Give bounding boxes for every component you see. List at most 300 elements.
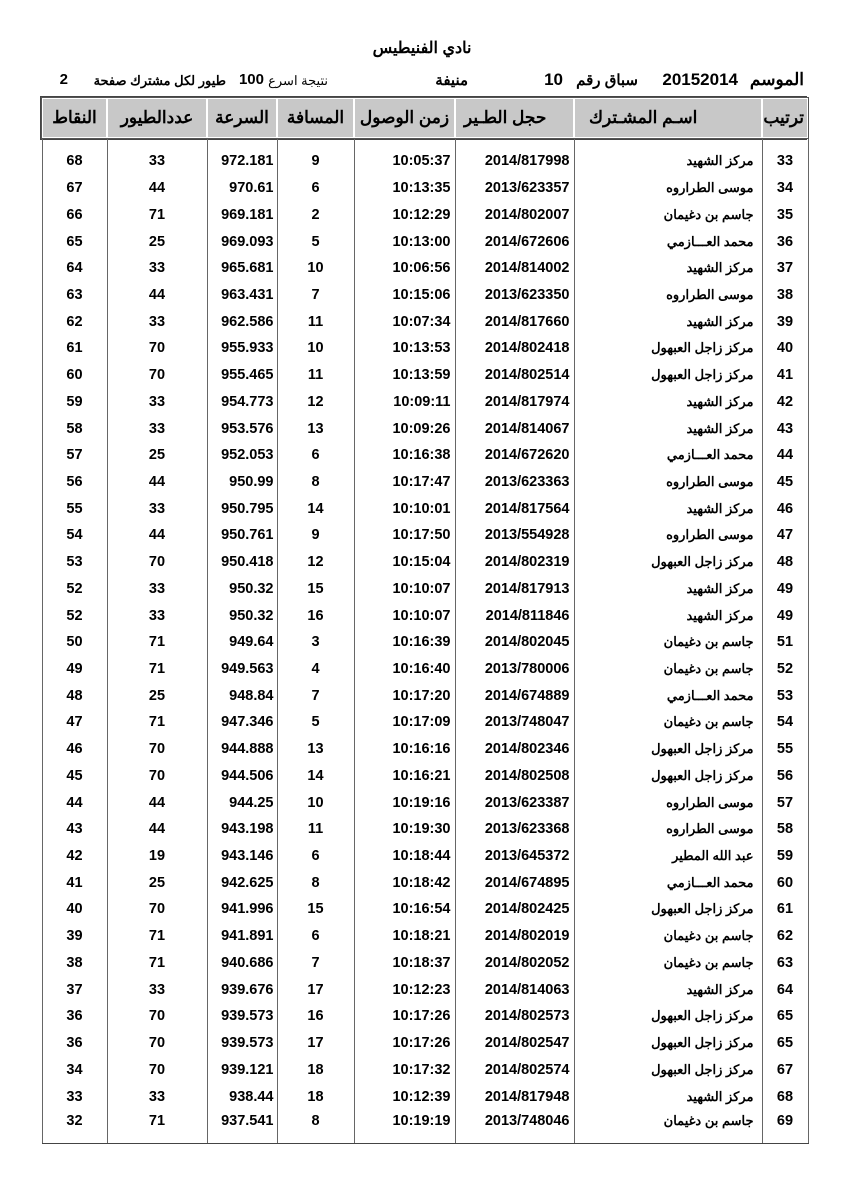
arrival-time-cell: 10:05:37 [354, 138, 455, 175]
points-cell: 55 [42, 495, 107, 522]
distance-cell: 15 [277, 896, 354, 923]
table-row [42, 682, 808, 709]
rank-cell: 49 [762, 602, 808, 629]
table-header [42, 98, 808, 138]
arrival-time-cell: 10:17:50 [354, 522, 455, 549]
speed-cell: 949.563 [207, 656, 277, 683]
points-cell: 47 [42, 709, 107, 736]
ring-cell: 2014/817564 [455, 495, 574, 522]
rank-cell: 69 [762, 1110, 808, 1144]
speed-cell: 963.431 [207, 282, 277, 309]
arrival-time-cell: 10:15:04 [354, 549, 455, 576]
ring-cell: 2014/672620 [455, 442, 574, 469]
table-row [42, 201, 808, 228]
ring-cell: 2013/623350 [455, 282, 574, 309]
rank-cell: 41 [762, 362, 808, 389]
member-name-cell: مركز الشهيد [574, 602, 762, 629]
points-cell: 57 [42, 442, 107, 469]
race-info [44, 70, 804, 92]
distance-cell: 11 [277, 308, 354, 335]
season-label: الموسم [749, 70, 804, 89]
arrival-time-cell: 10:17:09 [354, 709, 455, 736]
member-name-cell: موسى الطراروه [574, 469, 762, 496]
birds-count-cell: 71 [107, 709, 207, 736]
member-name-cell: محمد العـــازمي [574, 682, 762, 709]
member-name-cell: مركز زاجل العبهول [574, 1056, 762, 1083]
race-value: 10 [544, 70, 563, 89]
birds-count-cell: 70 [107, 1030, 207, 1057]
points-cell: 60 [42, 362, 107, 389]
table-row [42, 736, 808, 763]
points-cell: 36 [42, 1003, 107, 1030]
arrival-time-cell: 10:12:29 [354, 201, 455, 228]
points-cell: 44 [42, 789, 107, 816]
ring-cell: 2013/748047 [455, 709, 574, 736]
birds-count-cell: 70 [107, 763, 207, 790]
member-name-cell: جاسم بن دغيمان [574, 201, 762, 228]
ring-cell: 2014/817998 [455, 138, 574, 175]
ring-cell: 2014/802508 [455, 763, 574, 790]
table-row [42, 442, 808, 469]
table-row [42, 282, 808, 309]
speed-cell: 969.181 [207, 201, 277, 228]
distance-cell: 3 [277, 629, 354, 656]
ring-cell: 2014/802425 [455, 896, 574, 923]
speed-cell: 939.121 [207, 1056, 277, 1083]
table-row [42, 656, 808, 683]
rank-cell: 59 [762, 843, 808, 870]
member-name-cell: مركز الشهيد [574, 576, 762, 603]
birds-count-cell: 25 [107, 682, 207, 709]
speed-cell: 948.84 [207, 682, 277, 709]
points-cell: 62 [42, 308, 107, 335]
result-label: نتيجة اسرع [268, 73, 328, 88]
table-row [42, 138, 808, 175]
arrival-time-cell: 10:16:16 [354, 736, 455, 763]
arrival-time-cell: 10:06:56 [354, 255, 455, 282]
member-name-cell: جاسم بن دغيمان [574, 629, 762, 656]
table-row [42, 709, 808, 736]
location: منيفة [435, 72, 468, 89]
birds-count-cell: 19 [107, 843, 207, 870]
distance-cell: 12 [277, 388, 354, 415]
speed-cell: 938.44 [207, 1083, 277, 1110]
member-name-cell: مركز زاجل العبهول [574, 549, 762, 576]
birds-count-cell: 70 [107, 549, 207, 576]
birds-count-cell: 25 [107, 228, 207, 255]
rank-cell: 44 [762, 442, 808, 469]
member-name-cell: عبد الله المطير [574, 843, 762, 870]
arrival-time-cell: 10:09:11 [354, 388, 455, 415]
speed-cell: 950.32 [207, 602, 277, 629]
header-birds: عددالطيور [107, 98, 207, 138]
rank-cell: 65 [762, 1030, 808, 1057]
rank-cell: 43 [762, 415, 808, 442]
ring-cell: 2013/748046 [455, 1110, 574, 1144]
birds-count-cell: 44 [107, 282, 207, 309]
speed-cell: 949.64 [207, 629, 277, 656]
birds-count-cell: 70 [107, 335, 207, 362]
speed-cell: 937.541 [207, 1110, 277, 1144]
member-name-cell: مركز الشهيد [574, 388, 762, 415]
ring-cell: 2014/674895 [455, 869, 574, 896]
rank-cell: 48 [762, 549, 808, 576]
member-name-cell: مركز زاجل العبهول [574, 896, 762, 923]
rank-cell: 37 [762, 255, 808, 282]
birds-count-cell: 33 [107, 255, 207, 282]
distance-cell: 5 [277, 709, 354, 736]
ring-cell: 2014/802514 [455, 362, 574, 389]
ring-cell: 2013/623387 [455, 789, 574, 816]
race-label: سباق رقم [576, 72, 638, 89]
speed-cell: 941.996 [207, 896, 277, 923]
points-cell: 58 [42, 415, 107, 442]
arrival-time-cell: 10:16:39 [354, 629, 455, 656]
arrival-time-cell: 10:07:34 [354, 308, 455, 335]
table-row [42, 388, 808, 415]
speed-cell: 970.61 [207, 175, 277, 202]
ring-cell: 2014/672606 [455, 228, 574, 255]
header-rank: ترتيب [762, 98, 808, 138]
birds-count-cell: 33 [107, 976, 207, 1003]
speed-cell: 939.573 [207, 1003, 277, 1030]
speed-cell: 943.146 [207, 843, 277, 870]
per-member-label: طيور لكل مشترك صفحة [93, 73, 226, 88]
rank-cell: 40 [762, 335, 808, 362]
arrival-time-cell: 10:09:26 [354, 415, 455, 442]
arrival-time-cell: 10:12:39 [354, 1083, 455, 1110]
distance-cell: 13 [277, 415, 354, 442]
speed-cell: 962.586 [207, 308, 277, 335]
points-cell: 59 [42, 388, 107, 415]
distance-cell: 9 [277, 522, 354, 549]
header-points: النقاط [42, 98, 107, 138]
table-row [42, 950, 808, 977]
table-row [42, 602, 808, 629]
speed-cell: 947.346 [207, 709, 277, 736]
rank-cell: 38 [762, 282, 808, 309]
ring-cell: 2014/802418 [455, 335, 574, 362]
distance-cell: 9 [277, 138, 354, 175]
table-row [42, 816, 808, 843]
distance-cell: 16 [277, 602, 354, 629]
birds-count-cell: 33 [107, 138, 207, 175]
member-name-cell: موسى الطراروه [574, 175, 762, 202]
distance-cell: 18 [277, 1056, 354, 1083]
arrival-time-cell: 10:18:21 [354, 923, 455, 950]
rank-cell: 49 [762, 576, 808, 603]
ring-cell: 2013/623368 [455, 816, 574, 843]
distance-cell: 10 [277, 789, 354, 816]
speed-cell: 952.053 [207, 442, 277, 469]
rank-cell: 57 [762, 789, 808, 816]
points-cell: 42 [42, 843, 107, 870]
ring-cell: 2014/802319 [455, 549, 574, 576]
distance-cell: 11 [277, 816, 354, 843]
ring-cell: 2014/802045 [455, 629, 574, 656]
rank-cell: 58 [762, 816, 808, 843]
member-name-cell: مركز الشهيد [574, 1083, 762, 1110]
table-row [42, 576, 808, 603]
birds-count-cell: 33 [107, 495, 207, 522]
rank-cell: 52 [762, 656, 808, 683]
points-cell: 65 [42, 228, 107, 255]
speed-cell: 944.25 [207, 789, 277, 816]
arrival-time-cell: 10:17:32 [354, 1056, 455, 1083]
arrival-time-cell: 10:17:26 [354, 1003, 455, 1030]
speed-cell: 969.093 [207, 228, 277, 255]
rank-cell: 54 [762, 709, 808, 736]
table-row [42, 308, 808, 335]
header-name: اسـم المشـترك [574, 98, 762, 138]
arrival-time-cell: 10:19:16 [354, 789, 455, 816]
points-cell: 39 [42, 923, 107, 950]
points-cell: 33 [42, 1083, 107, 1110]
points-cell: 32 [42, 1110, 107, 1144]
ring-cell: 2014/802007 [455, 201, 574, 228]
speed-cell: 950.418 [207, 549, 277, 576]
member-name-cell: مركز الشهيد [574, 138, 762, 175]
rank-cell: 34 [762, 175, 808, 202]
birds-count-cell: 44 [107, 816, 207, 843]
points-cell: 36 [42, 1030, 107, 1057]
speed-cell: 950.32 [207, 576, 277, 603]
speed-cell: 955.933 [207, 335, 277, 362]
rank-cell: 36 [762, 228, 808, 255]
member-name-cell: مركز الشهيد [574, 255, 762, 282]
arrival-time-cell: 10:19:30 [354, 816, 455, 843]
distance-cell: 6 [277, 442, 354, 469]
distance-cell: 6 [277, 175, 354, 202]
distance-cell: 2 [277, 201, 354, 228]
table-row [42, 896, 808, 923]
table-row [42, 843, 808, 870]
rank-cell: 53 [762, 682, 808, 709]
result-value: 100 [238, 71, 264, 88]
member-name-cell: مركز زاجل العبهول [574, 362, 762, 389]
arrival-time-cell: 10:18:37 [354, 950, 455, 977]
birds-count-cell: 25 [107, 869, 207, 896]
ring-cell: 2014/802547 [455, 1030, 574, 1057]
speed-cell: 944.888 [207, 736, 277, 763]
points-cell: 38 [42, 950, 107, 977]
header-time: زمن الوصول [354, 98, 455, 138]
arrival-time-cell: 10:10:07 [354, 602, 455, 629]
points-cell: 37 [42, 976, 107, 1003]
arrival-time-cell: 10:15:06 [354, 282, 455, 309]
rank-cell: 51 [762, 629, 808, 656]
points-cell: 49 [42, 656, 107, 683]
table-row [42, 629, 808, 656]
table-row [42, 1110, 808, 1144]
ring-cell: 2013/623363 [455, 469, 574, 496]
arrival-time-cell: 10:13:53 [354, 335, 455, 362]
points-cell: 40 [42, 896, 107, 923]
ring-cell: 2014/802019 [455, 923, 574, 950]
birds-count-cell: 33 [107, 388, 207, 415]
speed-cell: 955.465 [207, 362, 277, 389]
rank-cell: 67 [762, 1056, 808, 1083]
rank-cell: 65 [762, 1003, 808, 1030]
distance-cell: 10 [277, 335, 354, 362]
rank-cell: 55 [762, 736, 808, 763]
birds-count-cell: 71 [107, 1110, 207, 1144]
member-name-cell: محمد العـــازمي [574, 442, 762, 469]
distance-cell: 17 [277, 1030, 354, 1057]
arrival-time-cell: 10:17:47 [354, 469, 455, 496]
rank-cell: 35 [762, 201, 808, 228]
table-row [42, 495, 808, 522]
points-cell: 64 [42, 255, 107, 282]
birds-count-cell: 44 [107, 469, 207, 496]
ring-cell: 2014/811846 [455, 602, 574, 629]
table-row [42, 175, 808, 202]
birds-count-cell: 25 [107, 442, 207, 469]
member-name-cell: مركز الشهيد [574, 308, 762, 335]
table-row [42, 763, 808, 790]
club-title [0, 38, 848, 58]
table-row [42, 1083, 808, 1110]
arrival-time-cell: 10:18:42 [354, 869, 455, 896]
table-row [42, 415, 808, 442]
member-name-cell: جاسم بن دغيمان [574, 950, 762, 977]
member-name-cell: مركز زاجل العبهول [574, 335, 762, 362]
speed-cell: 950.761 [207, 522, 277, 549]
table-row [42, 869, 808, 896]
arrival-time-cell: 10:10:07 [354, 576, 455, 603]
member-name-cell: مركز الشهيد [574, 415, 762, 442]
page-number: 2 [59, 71, 68, 88]
rank-cell: 46 [762, 495, 808, 522]
ring-cell: 2014/814067 [455, 415, 574, 442]
distance-cell: 7 [277, 282, 354, 309]
speed-cell: 939.676 [207, 976, 277, 1003]
points-cell: 63 [42, 282, 107, 309]
points-cell: 48 [42, 682, 107, 709]
header-ring: حجل الطـير [455, 98, 574, 138]
member-name-cell: موسى الطراروه [574, 789, 762, 816]
points-cell: 68 [42, 138, 107, 175]
birds-count-cell: 70 [107, 896, 207, 923]
ring-cell: 2013/645372 [455, 843, 574, 870]
speed-cell: 972.181 [207, 138, 277, 175]
speed-cell: 953.576 [207, 415, 277, 442]
season-value: 20152014 [662, 70, 738, 89]
table-row [42, 1030, 808, 1057]
distance-cell: 16 [277, 1003, 354, 1030]
arrival-time-cell: 10:13:00 [354, 228, 455, 255]
ring-cell: 2014/674889 [455, 682, 574, 709]
distance-cell: 14 [277, 763, 354, 790]
points-cell: 46 [42, 736, 107, 763]
table-row [42, 549, 808, 576]
points-cell: 43 [42, 816, 107, 843]
birds-count-cell: 33 [107, 1083, 207, 1110]
member-name-cell: مركز زاجل العبهول [574, 1030, 762, 1057]
distance-cell: 15 [277, 576, 354, 603]
ring-cell: 2014/802573 [455, 1003, 574, 1030]
arrival-time-cell: 10:13:35 [354, 175, 455, 202]
ring-cell: 2014/814063 [455, 976, 574, 1003]
arrival-time-cell: 10:12:23 [354, 976, 455, 1003]
ring-cell: 2013/780006 [455, 656, 574, 683]
birds-count-cell: 71 [107, 950, 207, 977]
member-name-cell: جاسم بن دغيمان [574, 656, 762, 683]
birds-count-cell: 44 [107, 789, 207, 816]
speed-cell: 954.773 [207, 388, 277, 415]
ring-cell: 2014/814002 [455, 255, 574, 282]
rank-cell: 64 [762, 976, 808, 1003]
table-row [42, 789, 808, 816]
ring-cell: 2013/554928 [455, 522, 574, 549]
table-row [42, 1003, 808, 1030]
points-cell: 53 [42, 549, 107, 576]
rank-cell: 60 [762, 869, 808, 896]
distance-cell: 6 [277, 843, 354, 870]
distance-cell: 5 [277, 228, 354, 255]
speed-cell: 965.681 [207, 255, 277, 282]
distance-cell: 17 [277, 976, 354, 1003]
birds-count-cell: 33 [107, 576, 207, 603]
distance-cell: 6 [277, 923, 354, 950]
birds-count-cell: 33 [107, 415, 207, 442]
ring-cell: 2014/817948 [455, 1083, 574, 1110]
distance-cell: 14 [277, 495, 354, 522]
member-name-cell: محمد العـــازمي [574, 228, 762, 255]
rank-cell: 61 [762, 896, 808, 923]
table-row [42, 335, 808, 362]
distance-cell: 13 [277, 736, 354, 763]
club-name: نادي الفنيطيس [372, 40, 472, 57]
table-row [42, 469, 808, 496]
table-row [42, 255, 808, 282]
member-name-cell: مركز الشهيد [574, 495, 762, 522]
arrival-time-cell: 10:10:01 [354, 495, 455, 522]
birds-count-cell: 71 [107, 201, 207, 228]
rank-cell: 62 [762, 923, 808, 950]
rank-cell: 42 [762, 388, 808, 415]
arrival-time-cell: 10:16:38 [354, 442, 455, 469]
distance-cell: 12 [277, 549, 354, 576]
speed-cell: 950.795 [207, 495, 277, 522]
rank-cell: 47 [762, 522, 808, 549]
distance-cell: 11 [277, 362, 354, 389]
member-name-cell: مركز زاجل العبهول [574, 1003, 762, 1030]
birds-count-cell: 71 [107, 656, 207, 683]
speed-cell: 944.506 [207, 763, 277, 790]
header-speed: السرعة [207, 98, 277, 138]
member-name-cell: موسى الطراروه [574, 522, 762, 549]
speed-cell: 941.891 [207, 923, 277, 950]
member-name-cell: محمد العـــازمي [574, 869, 762, 896]
rank-cell: 68 [762, 1083, 808, 1110]
birds-count-cell: 70 [107, 1003, 207, 1030]
table-row [42, 228, 808, 255]
table-row [42, 522, 808, 549]
member-name-cell: مركز زاجل العبهول [574, 763, 762, 790]
ring-cell: 2014/817660 [455, 308, 574, 335]
rank-cell: 39 [762, 308, 808, 335]
speed-cell: 950.99 [207, 469, 277, 496]
header-distance: المسافة [277, 98, 354, 138]
table-row [42, 923, 808, 950]
points-cell: 67 [42, 175, 107, 202]
distance-cell: 8 [277, 869, 354, 896]
member-name-cell: موسى الطراروه [574, 282, 762, 309]
arrival-time-cell: 10:16:21 [354, 763, 455, 790]
ring-cell: 2014/802052 [455, 950, 574, 977]
arrival-time-cell: 10:16:40 [354, 656, 455, 683]
